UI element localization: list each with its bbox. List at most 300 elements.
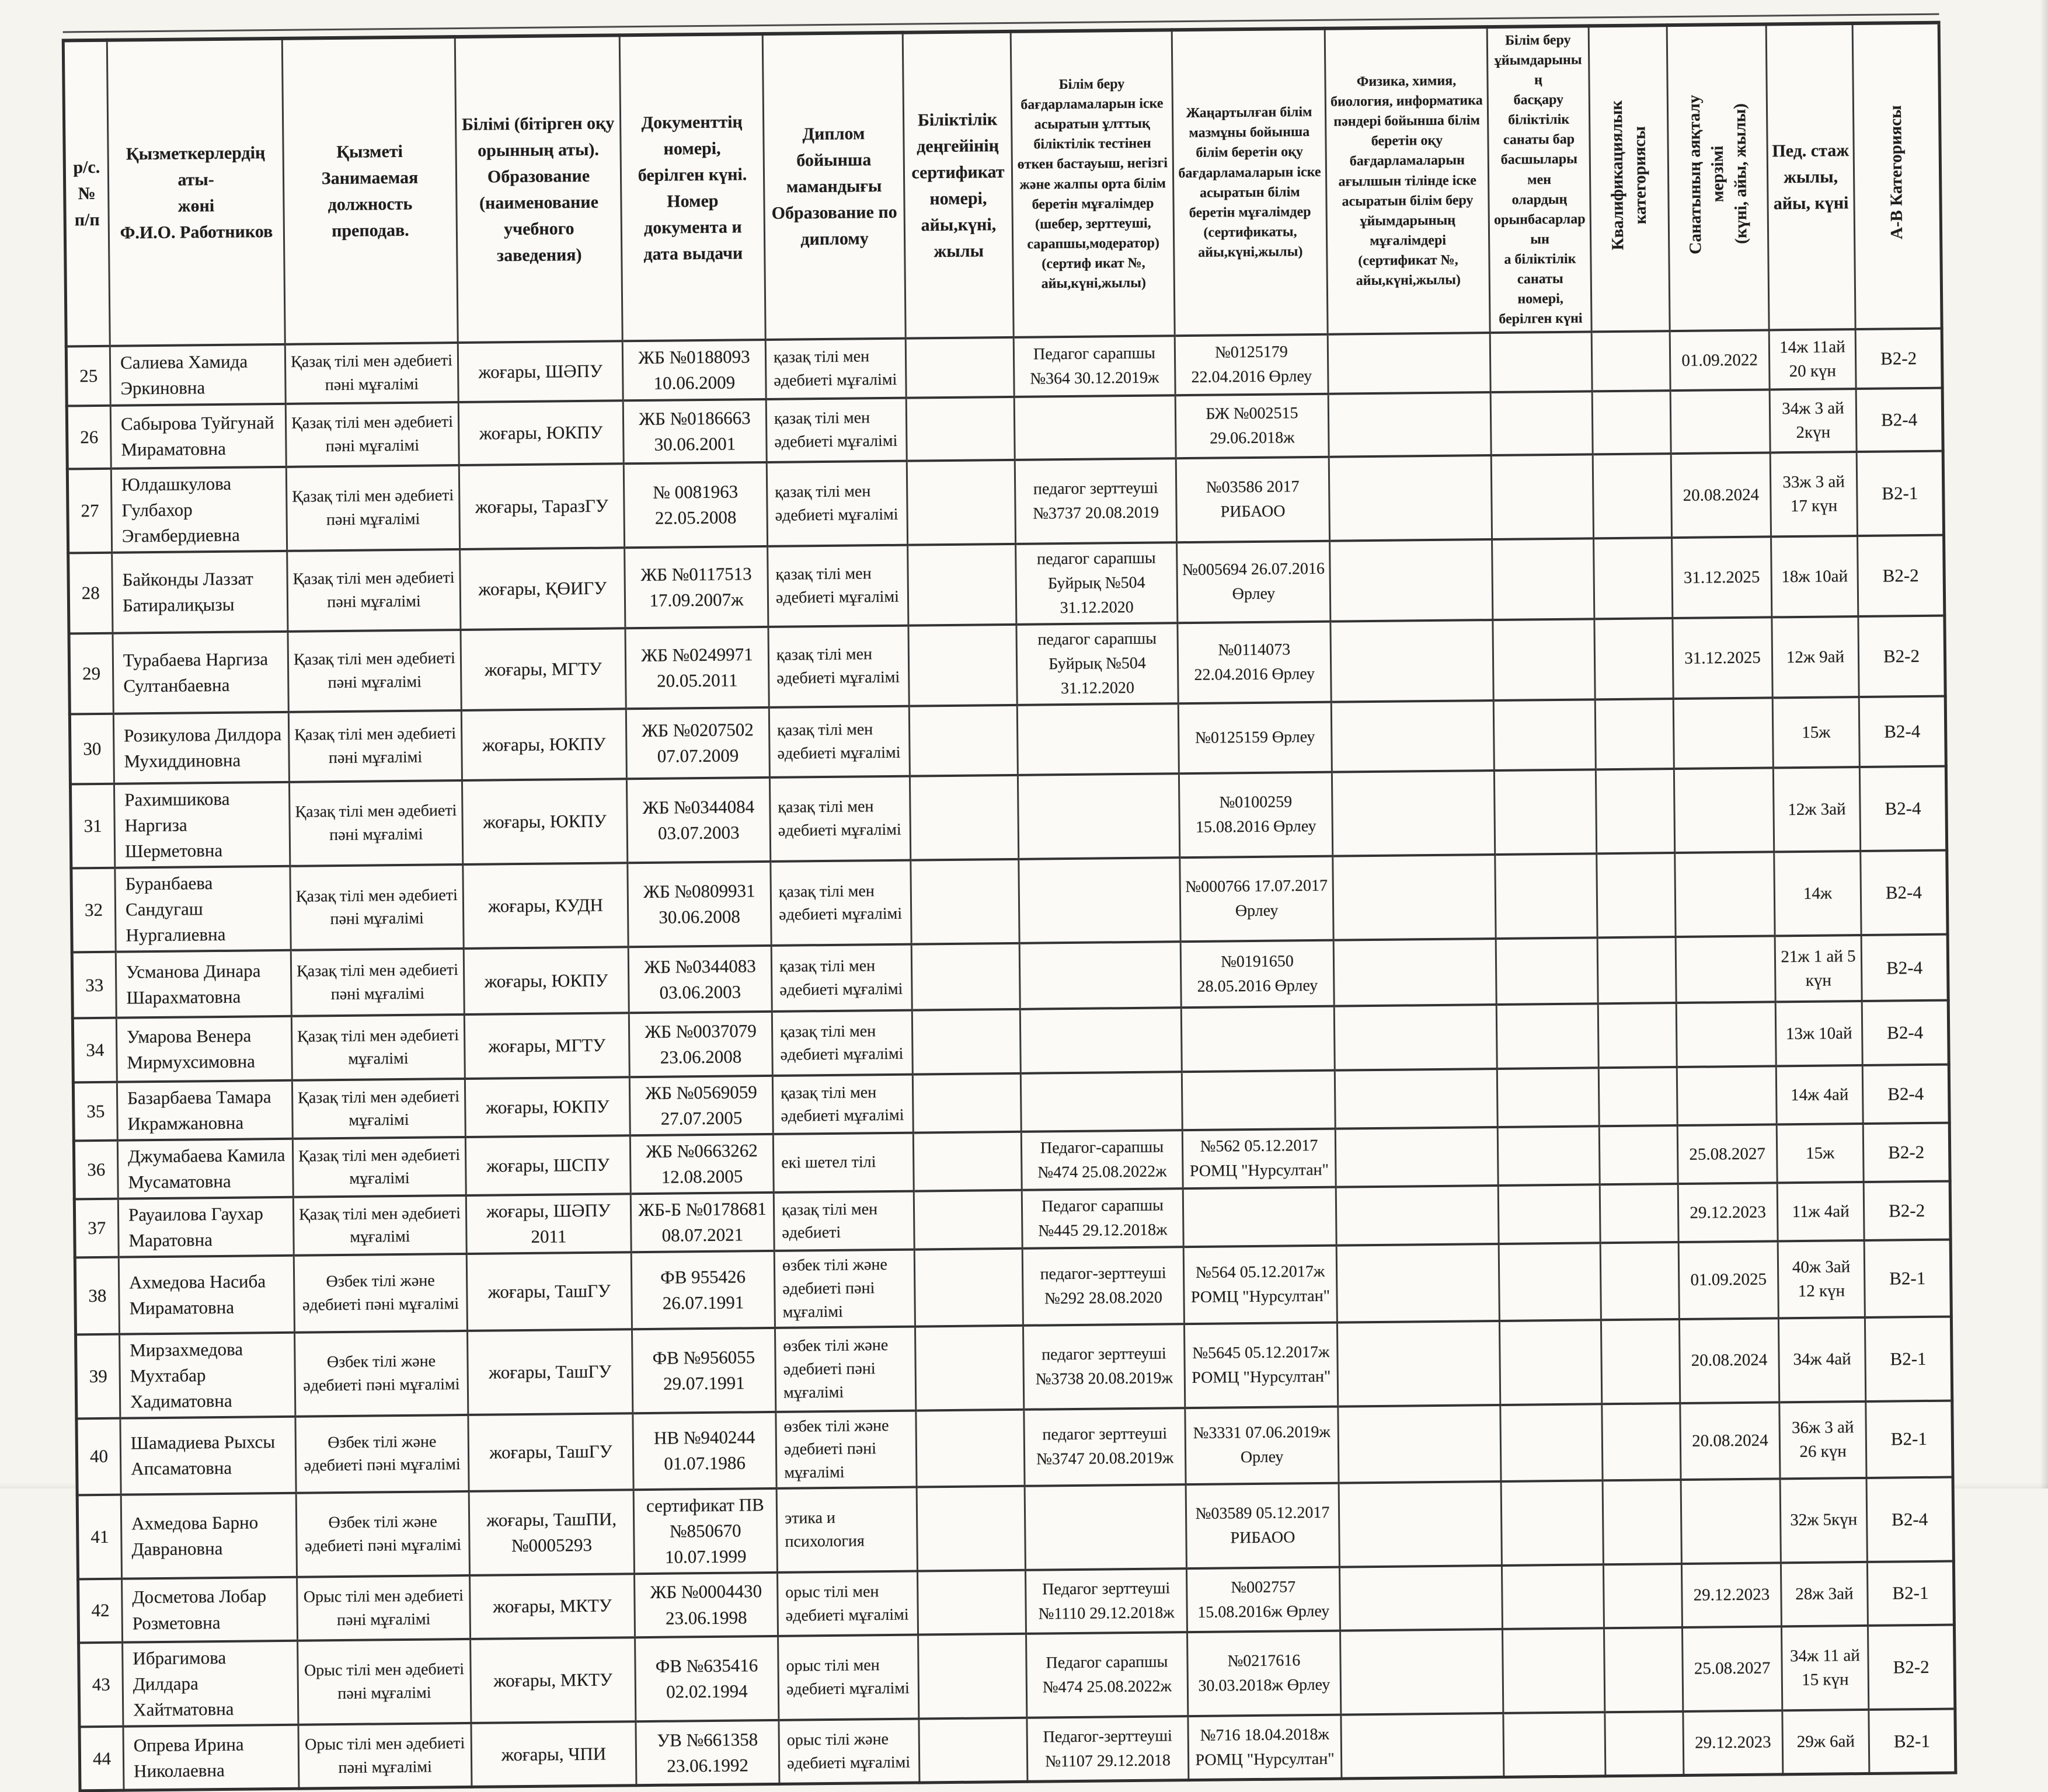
cell-num: 42 (78, 1579, 123, 1643)
table-sheet (62, 13, 1958, 1792)
table-body (66, 329, 1956, 1791)
cell-ab-category: В2-1 (1865, 1316, 1952, 1401)
cell-ab-category: В2-1 (1869, 1709, 1956, 1774)
cell-qualification-category (1604, 1627, 1683, 1712)
cell-position: Орыс тілі мен әдебиеті пәні мұғалімі (298, 1723, 472, 1788)
cell-diploma-specialty: орыс тілі мен әдебиеті мұғалімі (777, 1571, 918, 1636)
cell-management-category (1501, 1480, 1603, 1566)
cell-education: жоғары, КУДН (463, 863, 628, 949)
cell-qual-cert (917, 1486, 1025, 1571)
cell-fio: Базарбаева Тамара Икрамжановна (117, 1080, 292, 1141)
cell-fio: Турабаева Наргиза Султанбаевна (113, 632, 288, 714)
cell-doc-number: ЖБ №0037079 23.06.2008 (629, 1012, 772, 1077)
cell-ped-experience: 12ж 9ай (1772, 616, 1859, 698)
column-header-doc-number: Документтің номері, берілген күні. Номер документа и дата выдачи (619, 34, 765, 341)
column-header-qualification-category (1589, 25, 1670, 332)
cell-position: Өзбек тілі және әдебиеті пәні мұғалімі (296, 1491, 469, 1577)
cell-ped-experience: 11ж 4ай (1777, 1182, 1864, 1241)
cell-management-category (1499, 1243, 1601, 1321)
cell-qual-cert (911, 943, 1020, 1010)
cell-diploma-specialty: орыс тілі және әдебиеті мұғалімі (779, 1719, 919, 1784)
cell-education: жоғары, МГТУ (461, 629, 626, 711)
staff-qualification-table (62, 21, 1958, 1792)
cell-updated-content-cert (1181, 1006, 1335, 1072)
cell-management-category (1503, 1712, 1605, 1777)
cell-fio: Усманова Динара Шарахматовна (116, 950, 291, 1018)
cell-english-program-cert (1328, 333, 1490, 394)
cell-updated-content-cert: №3331 07.06.2019ж Орлеу (1185, 1406, 1339, 1484)
cell-qual-cert (910, 775, 1018, 860)
cell-fio: Байконды Лаззат Батиралиқызы (112, 551, 288, 633)
cell-qualification-category (1596, 769, 1674, 853)
cell-management-category (1493, 700, 1596, 771)
cell-english-program-cert (1328, 392, 1491, 457)
cell-doc-number: ЖБ №0004430 23.06.1998 (635, 1573, 778, 1637)
cell-num: 40 (76, 1418, 121, 1495)
cell-num: 33 (72, 952, 116, 1019)
cell-doc-number: ЖБ №0569059 27.07.2005 (629, 1076, 773, 1135)
cell-qual-cert (919, 1718, 1028, 1783)
cell-doc-number: ЖБ №0117513 17.09.2007ж (625, 546, 768, 628)
cell-management-category (1499, 1320, 1601, 1405)
cell-fio: Салиева Хамида Эркиновна (110, 344, 285, 406)
cell-category-end-date: 20.08.2024 (1679, 1318, 1779, 1403)
cell-qual-cert (913, 1132, 1022, 1191)
cell-diploma-specialty: қазақ тілі мен әдебиеті мұғалімі (768, 545, 908, 627)
cell-english-program-cert (1336, 1244, 1499, 1322)
cell-diploma-specialty: өзбек тілі және әдебиеті пәні мұғалімі (775, 1326, 915, 1411)
cell-ab-category: В2-4 (1859, 766, 1946, 851)
cell-fio: Шамадиева Рыхсы Апсаматовна (120, 1416, 296, 1494)
cell-fio: Рауаилова Гаухар Маратовна (118, 1197, 294, 1257)
cell-qual-cert (908, 544, 1016, 626)
cell-qual-cert (912, 1073, 1021, 1133)
cell-education: жоғары, ТаразГУ (459, 463, 624, 549)
cell-position: Қазақ тілі мен әдебиеті пәні мұғалімі (291, 949, 464, 1016)
cell-num: 43 (79, 1643, 123, 1727)
cell-position: Қазақ тілі мен әдебиеті мұғалімі (292, 1079, 465, 1139)
cell-fio: Умарова Венера Мирмухсимовна (116, 1016, 292, 1082)
column-header-num: р/с.№ п/п (63, 40, 110, 347)
cell-national-test-cert: Педагог-зерттеуші №1107 29.12.2018 (1027, 1716, 1189, 1781)
cell-diploma-specialty: қазақ тілі мен әдебиеті мұғалімі (771, 860, 911, 946)
column-header-english-program-cert: Физика, химия, биология, информатика пәндері бойынша білім беретін оқу бағдарламаларын ағылшын тілінде іске асыратын білім беру ұйымдарының мұғалімдері (сертификат №, айы,күні,жылы) (1325, 27, 1490, 334)
cell-ped-experience: 18ж 10ай (1771, 536, 1858, 617)
column-header-ab-category (1852, 23, 1942, 330)
cell-num: 41 (77, 1495, 121, 1580)
cell-management-category (1500, 1404, 1603, 1481)
cell-national-test-cert: педагог зерттеуші №3737 20.08.2019 (1015, 458, 1176, 544)
cell-qualification-category (1598, 1067, 1677, 1126)
cell-qualification-category (1591, 331, 1670, 391)
cell-updated-content-cert: №5645 05.12.2017ж РОМЦ "Нурсултан" (1184, 1322, 1338, 1408)
cell-num: 32 (71, 868, 116, 953)
cell-diploma-specialty: өзбек тілі және әдебиеті пәні мұғалімі (774, 1250, 915, 1328)
cell-position: Қазақ тілі мен әдебиеті пәні мұғалімі (289, 780, 462, 866)
cell-updated-content-cert: БЖ №002515 29.06.2018ж (1175, 394, 1329, 459)
cell-national-test-cert: Педагог-сарапшы №474 25.08.2022ж (1021, 1131, 1183, 1191)
cell-fio: Досметова Лобар Розметовна (122, 1577, 298, 1643)
column-header-diploma-specialty: Диплом бойынша мамандығы Образование по диплому (762, 33, 905, 340)
cell-position: Орыс тілі мен әдебиеті пәні мұғалімі (297, 1575, 471, 1641)
cell-doc-number: № 0081963 22.05.2008 (624, 462, 767, 548)
cell-qualification-category (1601, 1319, 1680, 1404)
cell-fio: Ибрагимова Дилдара Хайтматовна (123, 1641, 298, 1727)
cell-fio: Джумабаева Камила Мусаматовна (117, 1139, 293, 1199)
cell-updated-content-cert: №0191650 28.05.2016 Өрлеу (1180, 940, 1334, 1008)
cell-diploma-specialty: қазақ тілі мен әдебиеті мұғалімі (767, 461, 907, 546)
cell-num: 29 (69, 633, 113, 714)
cell-management-category (1492, 539, 1594, 620)
cell-doc-number: сертификат ПВ №850670 10.07.1999 (633, 1488, 777, 1574)
cell-education: жоғары, ТашПИ, №0005293 (469, 1490, 634, 1575)
cell-national-test-cert: педагог зерттеуші №3747 20.08.2019ж (1024, 1408, 1186, 1486)
cell-national-test-cert (1014, 395, 1176, 460)
cell-qual-cert (914, 1249, 1023, 1326)
cell-position: Қазақ тілі мен әдебиеті пәні мұғалімі (288, 710, 462, 782)
cell-education: жоғары, ШӘПУ 2011 (466, 1194, 631, 1254)
cell-english-program-cert (1333, 939, 1496, 1006)
cell-updated-content-cert: №0125179 22.04.2016 Өрлеу (1175, 334, 1328, 396)
cell-category-end-date: 01.09.2022 (1670, 330, 1770, 391)
cell-qualification-category (1592, 391, 1671, 454)
cell-diploma-specialty: этика и психология (776, 1487, 917, 1573)
cell-updated-content-cert: №562 05.12.2017 РОМЦ "Нурсултан" (1182, 1129, 1336, 1189)
cell-doc-number: ЖБ №0188093 10.06.2009 (622, 340, 766, 400)
cell-doc-number: ФВ №635416 02.02.1994 (635, 1636, 779, 1721)
cell-category-end-date: 25.08.2027 (1682, 1626, 1782, 1711)
cell-education: жоғары, ШСПУ (465, 1136, 631, 1196)
cell-qualification-category (1594, 538, 1673, 619)
cell-english-program-cert (1339, 1481, 1502, 1567)
cell-qual-cert (906, 397, 1015, 461)
column-header-management-category: Білім беру ұйымдарының басқару біліктілік санаты бар басшылары мен олардың орынбасарларын а біліктілік санаты номері, берілген күні (1487, 26, 1591, 333)
cell-management-category (1496, 938, 1598, 1005)
cell-ab-category: В2-2 (1855, 329, 1942, 389)
cell-category-end-date: 25.08.2027 (1677, 1125, 1777, 1184)
cell-english-program-cert (1339, 1566, 1502, 1631)
column-header-position: Қызметі Занимаемая должность преподав. (282, 37, 458, 344)
cell-management-category (1494, 770, 1596, 855)
cell-updated-content-cert: №716 18.04.2018ж РОМЦ "Нурсултан" (1188, 1715, 1342, 1780)
table-header (63, 23, 1942, 347)
cell-num: 38 (75, 1257, 119, 1334)
cell-ped-experience: 14ж 11ай 20 күн (1769, 329, 1856, 389)
cell-position: Өзбек тілі және әдебиеті пәні мұғалімі (294, 1254, 467, 1332)
cell-qualification-category (1599, 1125, 1678, 1184)
cell-doc-number: ЖБ №0663262 12.08.2005 (630, 1134, 774, 1194)
cell-ped-experience: 14ж 4ай (1776, 1065, 1863, 1124)
cell-position: Қазақ тілі мен әдебиеті мұғалімі (292, 1137, 466, 1197)
cell-ped-experience: 28ж 3ай (1781, 1562, 1868, 1626)
category-end-date-label: Санатының аяқталу мерзімі (күні, айы, жылы) (1684, 95, 1751, 254)
cell-updated-content-cert: №564 05.12.2017ж РОМЦ "Нурсултан" (1183, 1246, 1337, 1324)
cell-position: Қазақ тілі мен әдебиеті пәні мұғалімі (285, 343, 458, 404)
cell-doc-number: ЖБ №0207502 07.07.2009 (626, 707, 769, 779)
cell-english-program-cert (1334, 1005, 1497, 1071)
cell-ped-experience: 13ж 10ай (1775, 1001, 1862, 1066)
cell-ab-category: В2-2 (1863, 1123, 1950, 1182)
cell-ab-category: В2-1 (1864, 1240, 1951, 1317)
cell-diploma-specialty: екі шетел тілі (773, 1133, 914, 1193)
cell-updated-content-cert: №03589 05.12.2017 РИБАОО (1186, 1483, 1339, 1569)
cell-position: Орыс тілі мен әдебиеті пәні мұғалімі (298, 1639, 471, 1725)
cell-fio: Буранбаева Сандугаш Нургалиевна (115, 866, 291, 952)
cell-fio: Рахимшикова Наргиза Шерметовна (114, 782, 290, 868)
qualification-category-label: Квалификациялык категориясы (1607, 100, 1650, 250)
cell-management-category (1491, 455, 1593, 540)
cell-ped-experience: 34ж 3 ай 2күн (1770, 389, 1857, 452)
cell-diploma-specialty: қазақ тілі мен әдебиеті мұғалімі (772, 1075, 913, 1134)
cell-doc-number: ЖБ №0809931 30.06.2008 (628, 862, 771, 947)
cell-national-test-cert (1019, 857, 1180, 943)
cell-diploma-specialty: қазақ тілі мен әдебиеті мұғалімі (768, 626, 909, 707)
cell-qualification-category (1594, 618, 1673, 699)
column-header-fio: Қызметкерлердің аты- жөні Ф.И.О. Работников (107, 39, 285, 346)
cell-category-end-date: 29.12.2023 (1678, 1183, 1778, 1243)
cell-qual-cert (918, 1634, 1027, 1719)
cell-management-category (1495, 854, 1597, 939)
cell-english-program-cert (1332, 771, 1495, 856)
cell-ab-category: В2-1 (1857, 451, 1943, 536)
cell-diploma-specialty: қазақ тілі мен әдебиеті мұғалімі (766, 398, 907, 462)
cell-ped-experience: 29ж 6ай (1782, 1710, 1869, 1774)
cell-english-program-cert (1335, 1127, 1498, 1187)
cell-updated-content-cert: №002757 15.08.2016ж Өрлеу (1186, 1567, 1340, 1633)
cell-qual-cert (911, 859, 1019, 944)
cell-education: жоғары, ТашГУ (467, 1329, 632, 1415)
cell-ped-experience: 33ж 3 ай 17 күн (1770, 452, 1857, 536)
cell-fio: Мирзахмедова Мухтабар Хадиматовна (120, 1332, 295, 1418)
cell-fio: Сабырова Туйгунай Мираматовна (110, 404, 286, 469)
cell-position: Қазақ тілі мен әдебиеті мұғалімі (293, 1195, 466, 1256)
cell-qualification-category (1603, 1564, 1682, 1628)
cell-ab-category: В2-4 (1861, 935, 1948, 1001)
cell-position: Қазақ тілі мен әдебиеті пәні мұғалімі (288, 630, 461, 712)
cell-doc-number: НВ №940244 01.07.1986 (633, 1412, 776, 1490)
cell-diploma-specialty: орыс тілі мен әдебиеті мұғалімі (778, 1635, 919, 1720)
cell-national-test-cert (1025, 1484, 1186, 1570)
cell-updated-content-cert: №0217616 30.03.2018ж Өрлеу (1187, 1631, 1341, 1717)
cell-education: жоғары, ЮКПУ (465, 1078, 630, 1138)
cell-num: 25 (66, 346, 110, 406)
cell-management-category (1497, 1127, 1600, 1186)
cell-education: жоғары, ЮКПУ (461, 709, 626, 781)
cell-ab-category: В2-2 (1858, 616, 1945, 697)
cell-position: Өзбек тілі және әдебиеті пәні мұғалімі (295, 1331, 468, 1417)
column-header-education: Білімі (бітірген оқу орынның аты). Образование (наименование учебного заведения) (455, 35, 622, 343)
cell-ped-experience: 32ж 5күн (1780, 1478, 1867, 1563)
cell-diploma-specialty: қазақ тілі мен әдебиеті мұғалімі (771, 944, 912, 1012)
cell-category-end-date: 20.08.2024 (1680, 1402, 1780, 1480)
cell-updated-content-cert (1182, 1071, 1335, 1131)
cell-position: Қазақ тілі мен әдебиеті пәні мұғалімі (290, 864, 464, 950)
cell-qualification-category (1600, 1242, 1679, 1320)
cell-position: Өзбек тілі және әдебиеті пәні мұғалімі (295, 1415, 469, 1493)
cell-position: Қазақ тілі мен әдебиеті пәні мұғалімі (286, 465, 459, 551)
cell-ped-experience: 12ж 3ай (1773, 767, 1860, 852)
cell-national-test-cert (1019, 942, 1181, 1010)
cell-national-test-cert: педагог сарапшы Буйрық №504 31.12.2020 (1016, 623, 1178, 705)
cell-english-program-cert (1331, 700, 1494, 772)
cell-english-program-cert (1341, 1713, 1504, 1779)
cell-doc-number: ФВ 955426 26.07.1991 (631, 1251, 775, 1329)
cell-management-category (1502, 1628, 1604, 1713)
cell-updated-content-cert: №0100259 15.08.2016 Өрлеу (1179, 772, 1332, 858)
cell-doc-number: ЖБ №0344084 03.07.2003 (626, 778, 770, 863)
cell-qualification-category (1597, 853, 1676, 937)
column-header-national-test-cert: Білім беру бағдарламаларын іске асыратын ұлттық біліктілік тестінен өткен бастауыш, негізгі және жалпы орта білім беретін мұғалімдер (шебер, зерттеуші, сарапшы,модератор)(сертиф икат №, айы,күні,жылы) (1011, 30, 1175, 337)
cell-diploma-specialty: қазақ тілі мен әдебиеті мұғалімі (769, 776, 910, 862)
cell-education: жоғары, ТашГУ (468, 1413, 633, 1491)
cell-qual-cert (916, 1410, 1025, 1487)
cell-education: жоғары, ЮКПУ (462, 779, 627, 865)
cell-category-end-date: 29.12.2023 (1681, 1563, 1781, 1627)
cell-education: жоғары, ЮКПУ (458, 400, 624, 465)
cell-national-test-cert: педагог-зерттеуші №292 28.08.2020 (1022, 1247, 1184, 1326)
cell-updated-content-cert: №0125159 Өрлеу (1178, 702, 1332, 774)
cell-ab-category: В2-2 (1868, 1625, 1955, 1710)
cell-national-test-cert: Педагог сарапшы №364 30.12.2019ж (1013, 336, 1175, 397)
cell-category-end-date (1676, 1002, 1776, 1068)
cell-qualification-category (1598, 1003, 1677, 1068)
cell-num: 28 (68, 553, 113, 634)
cell-management-category (1490, 332, 1592, 393)
cell-num: 31 (70, 784, 114, 869)
cell-management-category (1497, 1068, 1599, 1128)
cell-ped-experience: 34ж 4ай (1778, 1317, 1865, 1402)
cell-category-end-date (1676, 936, 1775, 1003)
cell-fio: Юлдашкулова Гулбахор Эгамбердиевна (111, 467, 287, 553)
cell-category-end-date: 01.09.2025 (1678, 1242, 1778, 1319)
cell-management-category (1502, 1564, 1604, 1629)
cell-ped-experience: 34ж 11 ай 15 күн (1781, 1626, 1868, 1710)
ab-category-label: А-В Категориясы (1886, 105, 1907, 240)
cell-category-end-date: 31.12.2025 (1672, 537, 1772, 619)
cell-updated-content-cert: №0114073 22.04.2016 Өрлеу (1178, 622, 1331, 704)
cell-national-test-cert (1018, 773, 1179, 859)
cell-english-program-cert (1330, 620, 1493, 702)
cell-fio: Опрева Ирина Николаевна (123, 1725, 299, 1790)
cell-ab-category: В2-4 (1859, 696, 1946, 767)
cell-national-test-cert: педагог сарапшы Буйрық №504 31.12.2020 (1016, 542, 1178, 625)
cell-qual-cert (909, 705, 1018, 776)
cell-ab-category: В2-1 (1867, 1561, 1954, 1626)
cell-num: 39 (76, 1334, 120, 1418)
cell-doc-number: УВ №661358 23.06.1992 (636, 1720, 779, 1786)
cell-education: жоғары, МКТУ (470, 1574, 635, 1639)
cell-qual-cert (912, 1009, 1020, 1075)
cell-national-test-cert: Педагог зерттеуші №1110 29.12.2018ж (1025, 1568, 1187, 1634)
cell-diploma-specialty: қазақ тілі мен әдебиеті (774, 1191, 914, 1251)
cell-management-category (1490, 392, 1593, 456)
cell-category-end-date: 20.08.2024 (1671, 453, 1771, 538)
cell-diploma-specialty: қазақ тілі мен әдебиеті мұғалімі (765, 339, 906, 399)
cell-num: 37 (74, 1199, 119, 1258)
cell-category-end-date (1670, 390, 1770, 454)
cell-diploma-specialty: қазақ тілі мен әдебиеті мұғалімі (772, 1010, 912, 1076)
cell-category-end-date (1674, 768, 1774, 853)
cell-ab-category: В2-4 (1856, 388, 1943, 452)
cell-management-category (1493, 619, 1595, 701)
cell-num: 26 (67, 406, 111, 469)
cell-national-test-cert: Педагог сарапшы №445 29.12.2018ж (1022, 1189, 1183, 1249)
cell-national-test-cert (1020, 1007, 1182, 1073)
cell-english-program-cert (1338, 1405, 1501, 1483)
cell-position: Қазақ тілі мен әдебиеті пәні мұғалімі (287, 549, 461, 632)
cell-qual-cert (907, 460, 1015, 545)
cell-num: 36 (74, 1141, 118, 1200)
cell-category-end-date (1681, 1479, 1781, 1564)
cell-ab-category: В2-4 (1862, 1065, 1949, 1124)
cell-qual-cert (914, 1190, 1022, 1250)
cell-english-program-cert (1336, 1186, 1499, 1246)
cell-fio: Розикулова Дилдора Мухиддиновна (113, 712, 289, 784)
cell-category-end-date (1677, 1066, 1777, 1126)
cell-ab-category: В2-4 (1861, 850, 1948, 935)
cell-education: жоғары, ҚӨИГУ (460, 548, 625, 630)
cell-doc-number: ФВ №956055 29.07.1991 (632, 1328, 775, 1413)
cell-qualification-category (1600, 1184, 1678, 1243)
cell-category-end-date: 29.12.2023 (1683, 1710, 1783, 1775)
cell-doc-number: ЖБ №0344083 03.06.2003 (628, 946, 772, 1013)
cell-ped-experience: 21ж 1 ай 5 күн (1775, 935, 1862, 1002)
cell-education: жоғары, МГТУ (464, 1013, 629, 1079)
column-header-qual-cert: Біліктілік деңгейінің сертификат номері, айы,күні, жылы (903, 32, 1013, 339)
cell-management-category (1496, 1004, 1598, 1069)
cell-doc-number: ЖБ-Б №0178681 08.07.2021 (631, 1193, 774, 1252)
cell-education: жоғары, ЧПИ (471, 1721, 636, 1787)
cell-num: 30 (69, 714, 114, 785)
cell-qual-cert (917, 1570, 1026, 1635)
cell-national-test-cert (1020, 1072, 1182, 1132)
cell-management-category (1498, 1185, 1600, 1244)
cell-ab-category: В2-2 (1864, 1181, 1951, 1240)
cell-national-test-cert: педагог зерттеуші №3738 20.08.2019ж (1023, 1324, 1185, 1410)
cell-doc-number: ЖБ №0186663 30.06.2001 (623, 399, 767, 463)
cell-qualification-category (1597, 937, 1676, 1003)
cell-english-program-cert (1337, 1321, 1500, 1407)
cell-qual-cert (905, 337, 1014, 398)
cell-ped-experience: 15ж (1772, 697, 1859, 768)
cell-updated-content-cert: №005694 26.07.2016 Өрлеу (1177, 541, 1330, 623)
header-row (63, 23, 1942, 347)
cell-english-program-cert (1340, 1629, 1503, 1715)
cell-updated-content-cert (1183, 1187, 1336, 1247)
cell-english-program-cert (1329, 455, 1492, 541)
cell-education: жоғары, МКТУ (471, 1637, 636, 1723)
cell-ab-category: В2-2 (1858, 535, 1945, 616)
cell-position: Қазақ тілі мен әдебиеті мұғалімі (291, 1014, 465, 1080)
cell-qual-cert (915, 1325, 1023, 1410)
cell-category-end-date (1673, 698, 1773, 769)
cell-updated-content-cert: №03586 2017 РИБАОО (1176, 457, 1329, 543)
column-header-updated-content-cert: Жаңартылған білім мазмұны бойынша білім беретін оқу бағдарламаларын іске асыратын білім беретін мұғалімдер (сертификаты, айы,күні,жылы) (1172, 29, 1328, 336)
cell-diploma-specialty: қазақ тілі мен әдебиеті мұғалімі (769, 706, 910, 778)
cell-diploma-specialty: өзбек тілі және әдебиеті пәні мұғалімі (776, 1410, 917, 1488)
cell-ped-experience: 36ж 3 ай 26 күн (1779, 1401, 1866, 1479)
cell-num: 27 (67, 469, 112, 553)
cell-education: жоғары, ТашГУ (466, 1253, 632, 1331)
cell-education: жоғары, ШӘПУ (458, 341, 623, 402)
cell-english-program-cert (1335, 1069, 1497, 1129)
cell-doc-number: ЖБ №0249971 20.05.2011 (625, 627, 769, 709)
cell-num: 34 (72, 1018, 117, 1083)
cell-qualification-category (1602, 1403, 1681, 1481)
cell-updated-content-cert: №000766 17.07.2017 Өрлеу (1180, 856, 1333, 942)
cell-national-test-cert (1017, 703, 1179, 775)
cell-fio: Ахмедова Насиба Мираматовна (119, 1256, 294, 1334)
